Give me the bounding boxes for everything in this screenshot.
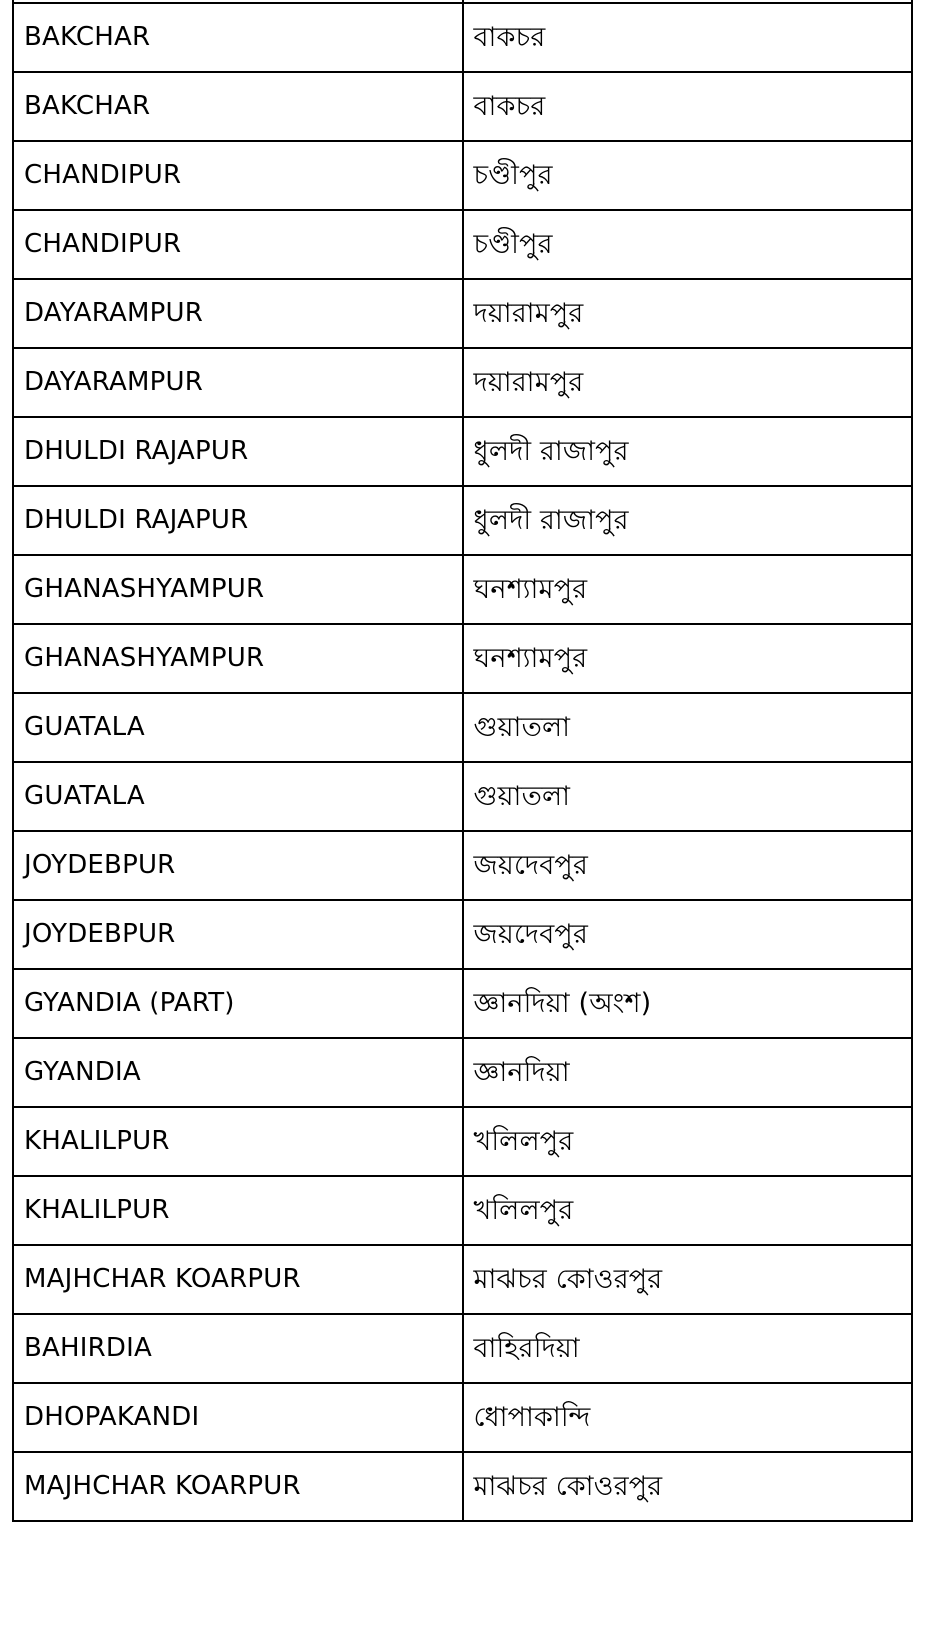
cell-english-name: MAJHCHAR KOARPUR xyxy=(13,1452,463,1521)
table-row xyxy=(13,279,912,348)
cell-english-name: MAJHCHAR KOARPUR xyxy=(13,1245,463,1314)
cell-bengali-name: চণ্ডীপুর xyxy=(463,210,913,279)
table-row xyxy=(13,141,912,210)
cell-english-name: JOYDEBPUR xyxy=(13,900,463,969)
table-row xyxy=(13,624,912,693)
table-row xyxy=(13,210,912,279)
cell-english-name: GUATALA xyxy=(13,693,463,762)
cell-bengali-name: দয়ারামপুর xyxy=(463,348,913,417)
cell-english-name: DHOPAKANDI xyxy=(13,1383,463,1452)
cell-bengali-name: ঘনশ্যামপুর xyxy=(463,555,913,624)
cell-english-name: KHALILPUR xyxy=(13,1176,463,1245)
cell-english-name: JOYDEBPUR xyxy=(13,831,463,900)
cell-bengali-name: বাকচর xyxy=(463,3,913,72)
table-row xyxy=(13,72,912,141)
cell-bengali-name: ধুলদী রাজাপুর xyxy=(463,417,913,486)
cell-bengali-name: গুয়াতলা xyxy=(463,693,913,762)
cell-bengali-name: চণ্ডীপুর xyxy=(463,141,913,210)
table-row xyxy=(13,1107,912,1176)
table-row xyxy=(13,1383,912,1452)
table-row xyxy=(13,1452,912,1521)
table-row xyxy=(13,1038,912,1107)
table-row xyxy=(13,1176,912,1245)
cell-bengali-name: জ্ঞানদিয়া xyxy=(463,1038,913,1107)
table-row xyxy=(13,969,912,1038)
cell-bengali-name: ধুলদী রাজাপুর xyxy=(463,486,913,555)
table-row xyxy=(13,1245,912,1314)
table-row xyxy=(13,1314,912,1383)
table-row xyxy=(13,555,912,624)
table-row xyxy=(13,3,912,72)
cell-english-name: DAYARAMPUR xyxy=(13,279,463,348)
cell-english-name: GYANDIA xyxy=(13,1038,463,1107)
table-row xyxy=(13,831,912,900)
cell-bengali-name: খলিলপুর xyxy=(463,1176,913,1245)
table-row xyxy=(13,693,912,762)
table-row xyxy=(13,348,912,417)
cell-bengali-name: ঘনশ্যামপুর xyxy=(463,624,913,693)
cell-english-name: CHANDIPUR xyxy=(13,210,463,279)
cell-english-name: GHANASHYAMPUR xyxy=(13,624,463,693)
cell-bengali-name: জয়দেবপুর xyxy=(463,831,913,900)
cell-bengali-name: মাঝচর কোওরপুর xyxy=(463,1452,913,1521)
cell-bengali-name: দয়ারামপুর xyxy=(463,279,913,348)
table-row xyxy=(13,417,912,486)
cell-english-name: GUATALA xyxy=(13,762,463,831)
table-row xyxy=(13,486,912,555)
cell-english-name: GYANDIA (PART) xyxy=(13,969,463,1038)
cell-english-name: BAKCHAR xyxy=(13,72,463,141)
cell-english-name: CHANDIPUR xyxy=(13,141,463,210)
clipped-header-left-text xyxy=(14,0,462,2)
cell-english-name: BAHIRDIA xyxy=(13,1314,463,1383)
cell-bengali-name: জ্ঞানদিয়া (অংশ) xyxy=(463,969,913,1038)
cell-bengali-name: বাকচর xyxy=(463,72,913,141)
cell-english-name: DHULDI RAJAPUR xyxy=(13,417,463,486)
cell-english-name: KHALILPUR xyxy=(13,1107,463,1176)
table-body xyxy=(13,0,912,1521)
clipped-header-right-text xyxy=(464,0,912,2)
cell-bengali-name: ধোপাকান্দি xyxy=(463,1383,913,1452)
cell-bengali-name: জয়দেবপুর xyxy=(463,900,913,969)
cell-bengali-name: খলিলপুর xyxy=(463,1107,913,1176)
village-name-table xyxy=(12,0,913,1522)
cell-bengali-name: গুয়াতলা xyxy=(463,762,913,831)
table-row xyxy=(13,762,912,831)
cell-english-name: DAYARAMPUR xyxy=(13,348,463,417)
cell-bengali-name: মাঝচর কোওরপুর xyxy=(463,1245,913,1314)
cell-english-name: BAKCHAR xyxy=(13,3,463,72)
cell-english-name: DHULDI RAJAPUR xyxy=(13,486,463,555)
table-row xyxy=(13,900,912,969)
cell-bengali-name: বাহিরদিয়া xyxy=(463,1314,913,1383)
cell-english-name: GHANASHYAMPUR xyxy=(13,555,463,624)
